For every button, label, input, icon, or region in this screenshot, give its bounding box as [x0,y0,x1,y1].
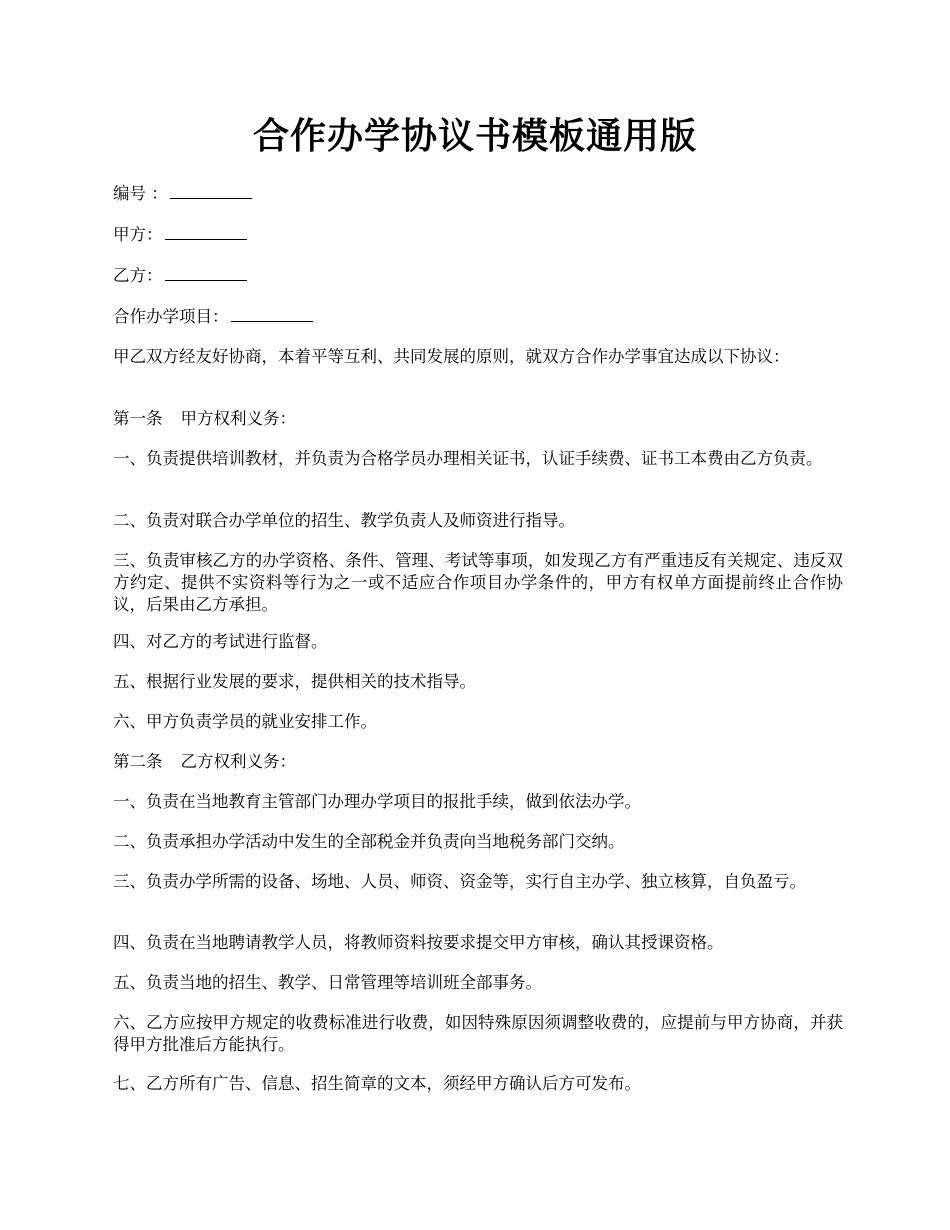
article1-item-1: 一、负责提供培训教材，并负责为合格学员办理相关证书，认证手续费、证书工本费由乙方负责。 [113,449,823,468]
article2-item-2: 二、负责承担办学活动中发生的全部税金并负责向当地税务部门交纳。 [113,832,625,851]
article2-number: 第二条 [113,752,163,771]
article2-item-4: 四、负责在当地聘请教学人员，将教师资料按要求提交甲方审核，确认其授课资格。 [113,933,724,952]
article1-item-2: 二、负责对联合办学单位的招生、教学负责人及师资进行指导。 [113,511,575,530]
project-field [113,305,843,328]
party-a-blank [165,223,247,240]
article1-heading [113,408,843,430]
party-b-label: 乙方： [113,266,163,285]
article1-item-6: 六、甲方负责学员的就业安排工作。 [113,712,377,731]
project-blank [231,305,313,322]
article1-item-4: 四、对乙方的考试进行监督。 [113,632,328,651]
intro-paragraph: 甲乙双方经友好协商，本着平等互利、共同发展的原则，就双方合作办学事宜达成以下协议： [113,347,790,366]
article2-item-7: 七、乙方所有广告、信息、招生简章的文本，须经甲方确认后方可发布。 [113,1074,641,1093]
party-a-label: 甲方： [113,225,163,244]
article2-item-1: 一、负责在当地教育主管部门办理办学项目的报批手续，做到依法办学。 [113,792,641,811]
number-label: 编号 ： [113,184,168,203]
article2-item-3: 三、负责办学所需的设备、场地、人员、师资、资金等，实行自主办学、独立核算，自负盈亏。 [113,872,806,891]
party-b-blank [165,264,247,281]
number-field [113,182,843,205]
article1-number: 第一条 [113,409,163,428]
project-label: 合作办学项目： [113,307,229,326]
article1-item-3: 三、负责审核乙方的办学资格、条件、管理、考试等事项，如发现乙方有严重违反有关规定、违反双方约定、提供不实资料等行为之一或不适应合作项目办学条件的，甲方有权单方面提前终止合作协议，后果由乙方承担。 [113,551,843,614]
article2-item-6: 六、乙方应按甲方规定的收费标准进行收费，如因特殊原因须调整收费的，应提前与甲方协商，并获得甲方批准后方能执行。 [113,1013,843,1054]
article1-title: 甲方权利义务： [180,409,296,428]
article1-item-5: 五、根据行业发展的要求，提供相关的技术指导。 [113,672,476,691]
article2-item-5: 五、负责当地的招生、教学、日常管理等培训班全部事务。 [113,973,542,992]
document-title: 合作办学协议书模板通用版 [252,115,697,157]
article2-title: 乙方权利义务： [180,752,296,771]
article2-heading [113,751,843,773]
number-blank [170,182,252,199]
party-b-field [113,264,843,287]
party-a-field [113,223,843,246]
